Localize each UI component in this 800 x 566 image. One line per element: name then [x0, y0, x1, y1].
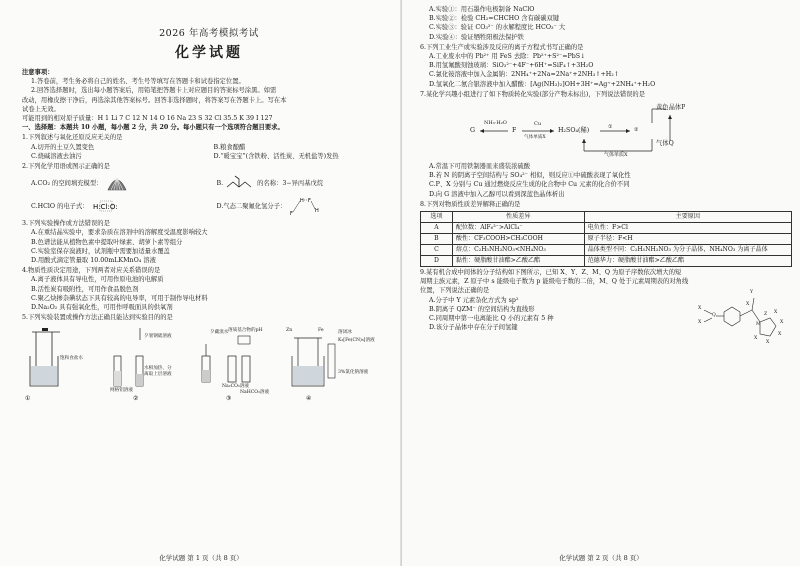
question-7-option-a: A.常温下可用铁制器皿来盛装浓硫酸: [429, 163, 531, 171]
notice-line: 改动，用橡皮擦干净后，再选涂其他答案标号。回答非选择题时，将答案写在答题卡上。写在本: [22, 96, 287, 104]
question-4-option-c: C.聚乙炔掺杂碘状态下具有较高的电导率，可用于制作导电材料: [31, 294, 208, 302]
table-cell: D: [421, 256, 453, 267]
label-grid-aluminum: 网格铝溶液: [110, 388, 133, 394]
q9-molecular-structure: [694, 288, 786, 352]
svg-text:H: H: [300, 198, 305, 205]
svg-text:F: F: [290, 211, 294, 218]
table-cell: B: [421, 234, 453, 245]
atom-label: X: [754, 336, 758, 342]
table-cell: 原子半径：F<H: [584, 234, 791, 245]
notice-heading: 注意事项：: [22, 69, 54, 76]
question-6-stem: 6.下列工业生产或实验涉及反应的离子方程式书写正确的是: [420, 43, 584, 51]
table-cell: 酸性：CF₃COOH>CH₃COOH: [452, 234, 584, 245]
question-5-option-d: D.实验④：验证牺牲阳极法保护铁: [429, 33, 524, 41]
notice-line: 试卷上无效。: [22, 105, 60, 113]
label-ph: 溶质基合物的pH: [228, 328, 263, 334]
question-3-stem: 3.下列实验操作或方法错误的是: [22, 220, 110, 228]
question-9-stem-line-1: 9.某有机合成中间体的分子结构如下图所示，已知 X、Y、Z、M、Q 为原子序数依次增大的短: [420, 269, 682, 277]
q7-conversion-flowchart: [420, 101, 790, 159]
flow-reagent-ammonia: NH₃·H₂O: [484, 120, 507, 127]
question-4-option-a: A.离子液体具有导电性，可用作原电池的电解质: [31, 276, 164, 284]
label-copper-sulfate: 夕暑钢硫溶液: [144, 334, 172, 340]
table-cell: 电负性：F>Cl: [584, 223, 791, 234]
question-1-option-c: C.烧碱溶液去油污: [31, 152, 82, 160]
question-9-option-b: B.阴离子 QZM⁻ 的空间结构为直线形: [429, 305, 535, 313]
q5-apparatus-figure: [22, 326, 396, 402]
apparatus-3: [198, 326, 270, 403]
question-2-option-b-text: 的名称：3−异丙基戊烷: [257, 179, 324, 187]
svg-text:②: ②: [133, 395, 139, 403]
question-5-option-b: B.实验②：检验 CH₂=CHCHO 含有碳碳双键: [429, 15, 560, 23]
flow-node-p: 黄色晶体P: [656, 104, 686, 112]
question-2-option-c: C.HClO 的电子式：: [31, 202, 89, 210]
label-nacl-solution: 3%氯化钠溶液: [338, 370, 369, 376]
atom-label: X: [698, 306, 702, 312]
atom-label: X: [698, 320, 702, 326]
table-header: 选项: [421, 212, 453, 223]
page-footer-right: 化学试题 第 2 页（共 8 页）: [559, 554, 643, 562]
question-6-option-d: D.氢氧化二氨合银溶液中加入醋酸：[Ag(NH₃)₂]OH+3H⁺=Ag⁺+2NH₄⁺+H₂O: [429, 80, 656, 88]
atom-label: X: [780, 320, 784, 326]
table-cell: C: [421, 245, 453, 256]
atom-label: Y: [750, 290, 754, 296]
svg-text:③: ③: [226, 395, 232, 403]
question-1-option-a: A.切开的土豆久置变色: [31, 143, 95, 151]
hclo-electron-formula-image: [92, 200, 126, 212]
svg-text:H:Cl:O:: H:Cl:O:: [92, 203, 118, 212]
question-7-option-c: C.P、X 分别与 Cu 通过燃烧反应生成的化合物中 Cu 元素的化合价不同: [429, 181, 630, 189]
svg-text:F: F: [308, 198, 312, 205]
question-2-option-d: D.气态二聚氟化氢分子：: [216, 202, 287, 210]
flow-step-1: ①: [608, 124, 613, 131]
atom-label: Q: [712, 313, 716, 319]
table-cell: 黏性：硬脂酸甘油酯>乙酸乙酯: [452, 256, 584, 267]
table-row: [421, 234, 792, 245]
svg-text:④: ④: [306, 395, 312, 403]
flow-node-h2so4: H₂SO₄(稀): [558, 127, 590, 135]
notice-line: 2.回答选择题时，选出每小题答案后，用铅笔把答题卡上对应题目的答案标号涂黑。如需: [31, 87, 277, 95]
skeletal-structure-image: [226, 175, 254, 191]
question-9-option-d: D.该分子晶体中存在分子间氢键: [429, 324, 518, 332]
question-5-stem: 5.下列实验装置或操作方法正确且能达到实验目的的是: [22, 314, 173, 322]
exam-title: 2026 年高考模拟考试: [159, 28, 259, 39]
atom-label: X: [774, 310, 778, 316]
flow-node-f: F: [512, 127, 517, 135]
question-4-option-b: B.活性炭有吸附性，可用作食品脱色剂: [31, 285, 139, 293]
question-2-option-b: B.: [216, 179, 224, 187]
hf-dimer-structure-image: [289, 195, 319, 217]
question-6-option-c: C.氯化铵溶液中加入金属钠：2NH₄⁺+2Na=2Na⁺+2NH₃↑+H₂↑: [429, 71, 620, 79]
question-1-stem: 1.下列叙述与氧化还原反应无关的是: [22, 134, 123, 142]
flow-reagent-gas-x: 气体单质X: [524, 135, 546, 141]
table-cell: 配位数：AlF₆³⁻>AlCl₄⁻: [452, 223, 584, 234]
atom-label: X: [746, 302, 750, 308]
section-heading: 一、选择题：本题共 10 小题，每小题 2 分，共 20 分。每小题只有一个选项符合题目要求。: [22, 124, 284, 132]
atomic-mass-line: 可能用到的相对原子质量：H 1 Li 7 C 12 N 14 O 16 Na 23 S 32 Cl 35.5 K 39 I 127: [22, 115, 273, 123]
flow-step-2: ②: [634, 127, 639, 134]
subject-title: 化学试题: [175, 45, 243, 61]
table-header: 性质差异: [452, 212, 584, 223]
question-9-stem-line-2: 周期主族元素，Z 原子中 s 能级电子数为 p 能级电子数的二倍，M、Q 处于元素周期表的对角线: [420, 278, 689, 286]
question-9-option-a: A.分子中 Y 元素杂化方式为 sp²: [429, 296, 519, 304]
question-2-option-a: A.CO₂ 的空间填充模型：: [31, 179, 103, 187]
page-right: [402, 0, 800, 566]
atom-label: X: [778, 332, 782, 338]
flow-node-q: 气体Q: [656, 140, 674, 148]
question-4-stem: 4.物质性质决定用途，下列两者对应关系错误的是: [22, 267, 161, 275]
table-row: [421, 245, 792, 256]
label-after-some-time: 溶闭冰: [338, 330, 352, 336]
table-cell: 熔点：C₂H₅NH₃NO₃<NH₄NO₃: [452, 245, 584, 256]
label-ferricyanide: K₃[Fe(CN)₆]溶液: [338, 338, 375, 344]
table-header: 主要原因: [584, 212, 791, 223]
atom-label: X: [766, 340, 770, 346]
question-9-option-c: C.同周期中第一电离能比 Q 小的元素有 5 种: [429, 315, 554, 323]
question-3-option-c: C.实验室保存溴液时，试剂瓶中需要加适量水覆盖: [31, 247, 170, 255]
notice-line: 1.答卷前，考生务必将自己的姓名、考生号等填写在答题卡和试卷指定位置。: [31, 78, 245, 86]
table-row: [421, 223, 792, 234]
apparatus-4: [286, 326, 396, 402]
question-2-stem: 2.下列化学用语或图示正确的是: [22, 163, 110, 171]
table-header-row: [421, 212, 792, 223]
svg-text:①: ①: [25, 395, 31, 403]
label-zn: Zn: [286, 328, 293, 334]
label-heat-separate: 水相加热、分离取上层溶液: [144, 366, 172, 378]
svg-text:H: H: [315, 208, 320, 215]
question-3-option-b: B.色谱法能从植物色素中提取叶绿素、胡萝卜素等组分: [31, 238, 183, 246]
label-bromine-water: 夕藏溴水: [210, 330, 229, 336]
label-nahco3: NaHCO₃溶液: [240, 390, 270, 396]
question-5-option-a: A.实验①：用石墨作电极制备 NaClO: [429, 6, 535, 13]
apparatus-2: [110, 326, 172, 402]
co2-space-filling-model-image: [106, 174, 128, 192]
page-footer-left: 化学试题 第 1 页（共 8 页）: [159, 554, 243, 562]
question-1-option-d: D.“暖宝宝”(含铁粉、活性炭、无机盐等)发热: [213, 152, 339, 160]
label-brine: 饱和食盐水: [60, 356, 83, 362]
question-7-stem: 7.某化学兴趣小组进行了如下物质转化实验(部分产物未标出)，下列说法错误的是: [420, 90, 646, 98]
question-3-option-d: D.用酸式滴定管量取 10.00mLKMnO₄ 溶液: [31, 257, 156, 265]
q8-table: [420, 211, 792, 267]
question-1-option-b: B.粮食酿醋: [213, 143, 246, 151]
label-na2co3: Na₂CO₃溶液: [222, 384, 249, 390]
table-cell: 范德华力：硬脂酸甘油酯>乙酸乙酯: [584, 256, 791, 267]
question-4-option-d: D.Na₂O₂ 具有强氧化性，可用作呼吸面具的供氧剂: [31, 304, 173, 312]
atom-label: M: [756, 322, 761, 328]
question-6-option-a: A.工业废水中的 Pb²⁺ 用 FeS 去除：Pb²⁺+S²⁻=PbS↓: [429, 53, 586, 61]
question-7-option-b: B.若 N 的阴离子空间结构与 SO₄²⁻ 相似，则反应①中硫酸表现了氧化性: [429, 172, 631, 180]
question-8-stem: 8.下列对物质性质差异解释正确的是: [420, 200, 521, 208]
atom-label: Z: [764, 312, 768, 318]
question-3-option-a: A.在重结晶实验中，要求杂质在溶剂中的溶解度受温度影响较大: [31, 229, 208, 237]
flow-reagent-gas-x-2: 气体单质X: [604, 152, 628, 159]
label-fe: Fe: [318, 328, 324, 334]
table-cell: A: [421, 223, 453, 234]
table-cell: 晶体类型不同：C₂H₅NH₃NO₃ 为分子晶体，NH₄NO₃ 为离子晶体: [584, 245, 791, 256]
question-5-option-c: C.实验③：验证 CO₃²⁻ 的水解程度比 HCO₃⁻ 大: [429, 24, 566, 32]
flow-reagent-cu: Cu: [534, 121, 542, 128]
apparatus-1: [22, 326, 84, 402]
question-7-option-d: D.向 G 溶液中加入乙醇可以看到深蓝色晶体析出: [429, 190, 565, 198]
table-row: [421, 256, 792, 267]
question-6-option-b: B.用氢氟酸刻蚀玻璃：SiO₃²⁻+4F⁻+6H⁺=SiF₄↑+3H₂O: [429, 62, 594, 70]
flow-node-g: G: [470, 127, 476, 135]
question-9-stem-line-3: 位置，下列说法正确的是: [420, 287, 490, 295]
